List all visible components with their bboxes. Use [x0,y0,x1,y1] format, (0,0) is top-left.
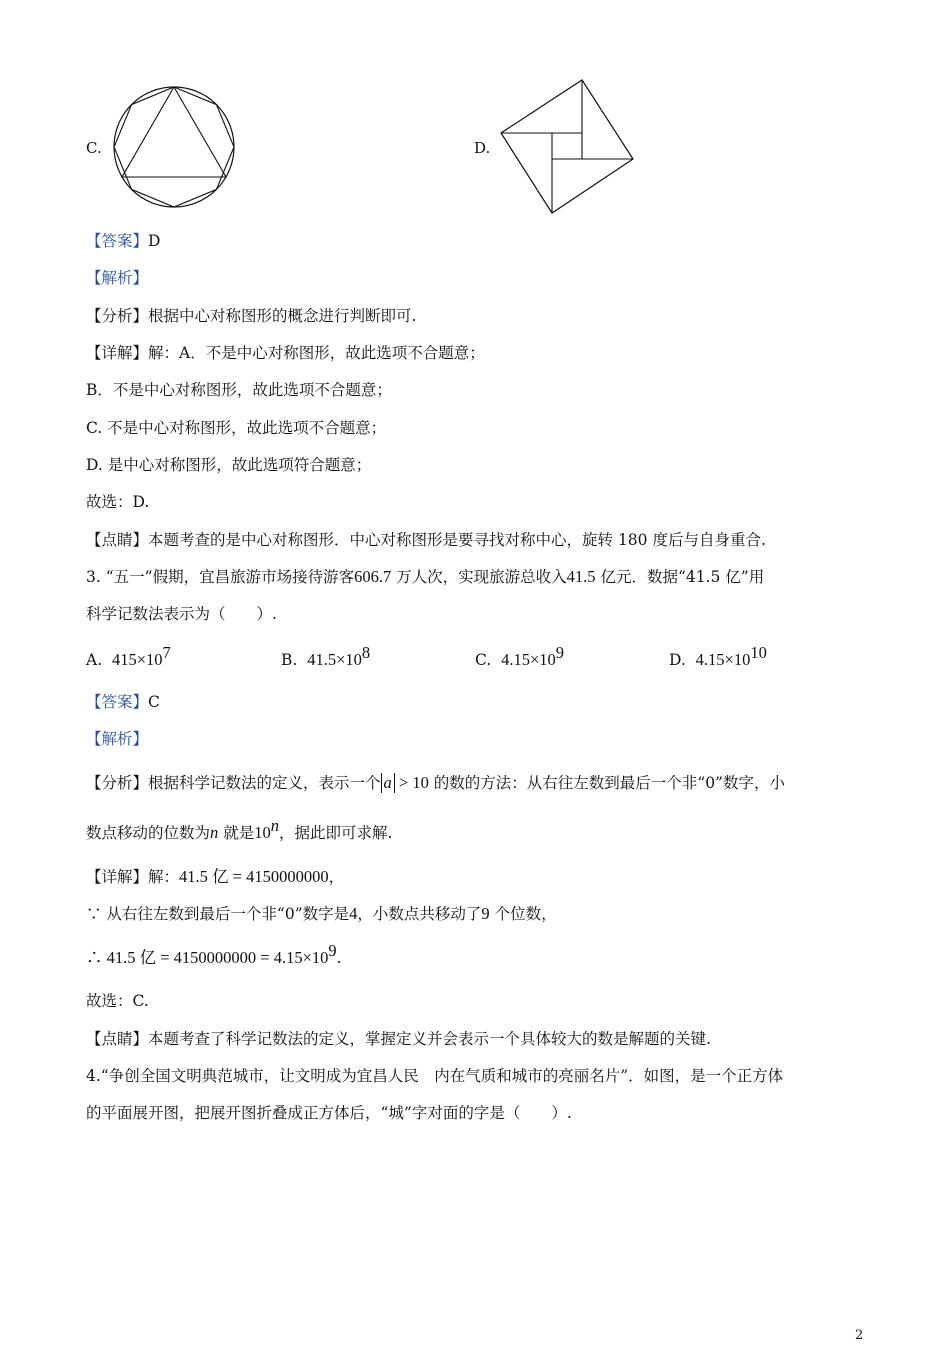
q3-dianjing-line [86,1028,711,1050]
q3-fenxi-line-1: 【分析】根据科学记数法的定义，表示一个 a > 10 的数的方法：从右往左数到最后一个非“0”数字，小 [86,773,785,792]
q2-answer-line [86,230,160,252]
q3-option-c: C. $4.15\times 10^9$ [475,643,565,669]
dianjing-tag: 【点睛】 [86,531,149,549]
q2-line-d: D. 是中心对称图形，故此选项符合题意； [86,456,372,474]
q3-answer-line [86,691,160,713]
fenxi-text: 根据中心对称图形的概念进行判断即可. [148,307,417,325]
q3-stem-line-2: 科学记数法表示为（ ）. [86,605,277,623]
figure-d-pinwheel-square [495,75,640,220]
q3-option-b: B. $41.5\times 10^8$ [281,643,371,669]
q2-analysis-tag: 【解析】 [86,269,149,287]
q3-therefore-line: ∴ 41.5 亿 = $4150000000 = 4.15\times 10^9$. [86,941,342,967]
answer-value: C [148,693,160,711]
dianjing-text: 本题考查了科学记数法的定义，掌握定义并会表示一个具体较大的数是解题的关键. [148,1030,711,1048]
dianjing-text: 本题考查的是中心对称图形．中心对称图形是要寻找对称中心，旋转 180 度后与自身重合. [148,531,766,549]
q3-analysis-tag: 【解析】 [86,730,149,748]
q2-line-b: B．不是中心对称图形，故此选项不合题意； [86,381,392,399]
absolute-value-a: a [381,773,395,793]
q2-choose: 故选：D. [86,493,150,511]
xiangjie-tag: 【详解】 [86,868,149,886]
answer-value: D [148,232,161,250]
q3-fenxi-line-2: 数点移动的位数为n 就是10$^n$，据此即可求解. [86,816,393,842]
q3-because-line: ∵ 从右往左数到最后一个非“0”数字是4，小数点共移动了9 个位数， [86,904,557,923]
q4-stem-line-2: 的平面展开图，把展开图折叠成正方体后，“城”字对面的字是（ ）. [86,1104,572,1122]
q4-stem-line-1: 4.“争创全国文明典范城市，让文明成为宜昌人民 内在气质和城市的亮丽名片”．如图，是一个正方体 [86,1067,784,1085]
q3-xiangjie-line: 【详解】解：41.5 亿 = 4150000000， [86,867,345,886]
q3-option-a: A. $415\times 10^7$ [86,643,171,669]
q2-fenxi-line [86,305,416,327]
answer-tag: 【答案】 [86,693,149,711]
q2-line-c: C. 不是中心对称图形，故此选项不合题意； [86,419,387,437]
fenxi-tag: 【分析】 [86,774,149,792]
figure-c-circle-triangle-octagon [110,83,238,211]
q3-choose: 故选：C. [86,992,149,1010]
answer-tag: 【答案】 [86,232,149,250]
option-d-label: D. [474,139,491,157]
page-number: 2 [855,1328,864,1343]
dianjing-tag: 【点睛】 [86,1030,149,1048]
q2-dianjing-line [86,529,766,551]
q3-option-d: D. $4.15\times 10^{10}$ [669,643,767,669]
option-c-label: C. [86,139,102,157]
q2-xiangjie-line [86,342,485,364]
q3-stem-line-1: 3. “五一”假期，宜昌旅游市场接待游客606.7 万人次，实现旅游总收入41.5 亿元．数据“41.5 亿”用 [86,567,765,586]
xiangjie-tag: 【详解】 [86,344,149,362]
xiangjie-text: 解：A．不是中心对称图形，故此选项不合题意； [148,344,485,362]
fenxi-tag: 【分析】 [86,307,149,325]
